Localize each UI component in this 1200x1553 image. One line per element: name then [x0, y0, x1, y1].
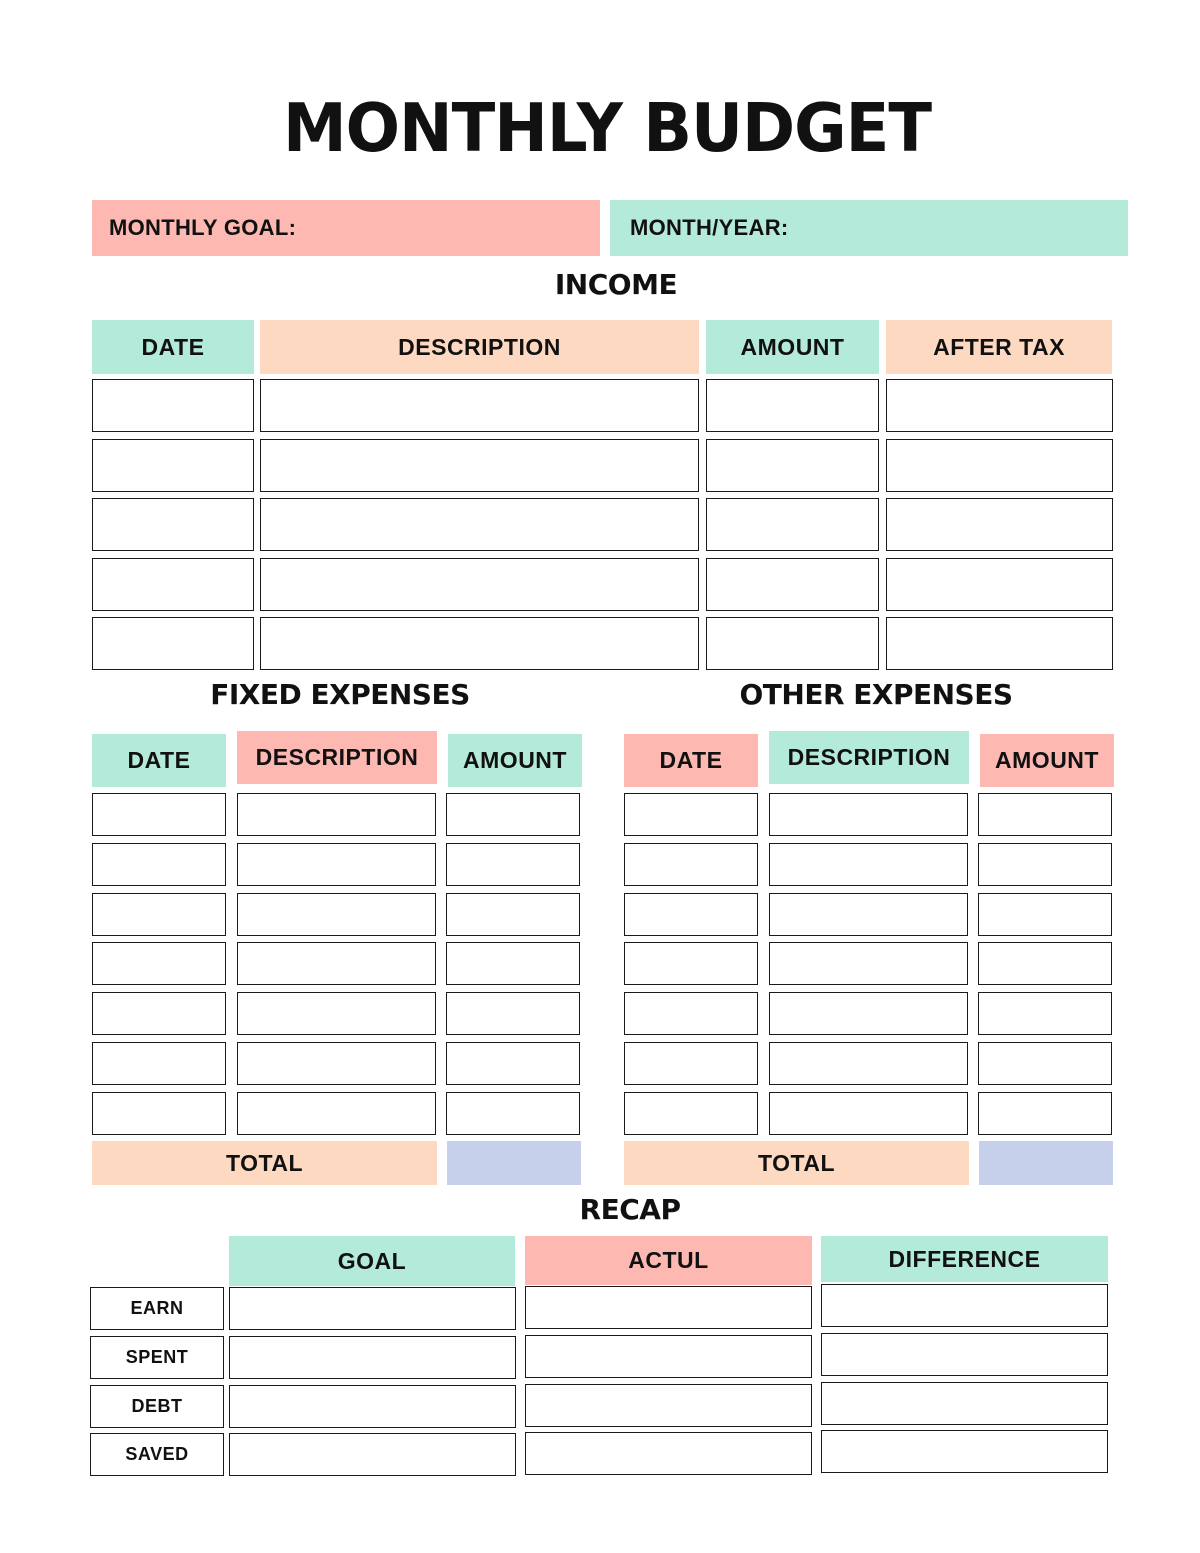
other-cell-date[interactable]	[624, 992, 758, 1035]
fixed-cell-amount[interactable]	[446, 893, 580, 936]
other-cell-date[interactable]	[624, 893, 758, 936]
other-cell-amount[interactable]	[978, 1042, 1112, 1085]
fixed-cell-description[interactable]	[237, 992, 436, 1035]
fixed-cell-description[interactable]	[237, 942, 436, 985]
recap-header-goal: GOAL	[229, 1236, 515, 1286]
recap-row-label: SPENT	[90, 1336, 224, 1379]
income-cell-description[interactable]	[260, 617, 699, 670]
fixed-header-amount: AMOUNT	[448, 734, 582, 787]
month-year-field[interactable]	[610, 200, 1128, 256]
recap-cell-difference[interactable]	[821, 1382, 1108, 1425]
income-cell-description[interactable]	[260, 379, 699, 432]
fixed-cell-description[interactable]	[237, 793, 436, 836]
other-cell-date[interactable]	[624, 793, 758, 836]
fixed-cell-date[interactable]	[92, 1092, 226, 1135]
recap-cell-goal[interactable]	[229, 1336, 516, 1379]
fixed-cell-description[interactable]	[237, 1042, 436, 1085]
recap-cell-actual[interactable]	[525, 1432, 812, 1475]
income-cell-after-tax[interactable]	[886, 617, 1113, 670]
income-cell-after-tax[interactable]	[886, 439, 1113, 492]
fixed-cell-description[interactable]	[237, 1092, 436, 1135]
income-cell-date[interactable]	[92, 439, 254, 492]
fixed-cell-date[interactable]	[92, 942, 226, 985]
other-cell-description[interactable]	[769, 942, 968, 985]
recap-cell-goal[interactable]	[229, 1287, 516, 1330]
fixed-cell-amount[interactable]	[446, 1092, 580, 1135]
fixed-header-description: DESCRIPTION	[237, 731, 437, 784]
monthly-goal-label: MONTHLY GOAL:	[109, 215, 297, 240]
income-header-date: DATE	[92, 320, 254, 374]
recap-cell-goal[interactable]	[229, 1433, 516, 1476]
other-cell-amount[interactable]	[978, 893, 1112, 936]
income-cell-description[interactable]	[260, 439, 699, 492]
other-header-date: DATE	[624, 734, 758, 787]
income-cell-amount[interactable]	[706, 617, 879, 670]
recap-cell-difference[interactable]	[821, 1333, 1108, 1376]
other-cell-amount[interactable]	[978, 843, 1112, 886]
fixed-cell-amount[interactable]	[446, 843, 580, 886]
income-cell-date[interactable]	[92, 558, 254, 611]
income-header-description: DESCRIPTION	[260, 320, 699, 374]
fixed-total-label: TOTAL	[92, 1141, 437, 1185]
recap-cell-difference[interactable]	[821, 1430, 1108, 1473]
income-cell-after-tax[interactable]	[886, 498, 1113, 551]
income-cell-amount[interactable]	[706, 379, 879, 432]
other-cell-date[interactable]	[624, 843, 758, 886]
recap-cell-goal[interactable]	[229, 1385, 516, 1428]
other-header-amount: AMOUNT	[980, 734, 1114, 787]
other-cell-date[interactable]	[624, 942, 758, 985]
recap-header-actual: ACTUL	[525, 1236, 812, 1285]
other-cell-amount[interactable]	[978, 942, 1112, 985]
fixed-cell-date[interactable]	[92, 1042, 226, 1085]
income-title: INCOME	[554, 268, 678, 301]
other-header-description: DESCRIPTION	[769, 731, 969, 784]
fixed-cell-date[interactable]	[92, 793, 226, 836]
income-cell-amount[interactable]	[706, 558, 879, 611]
other-cell-date[interactable]	[624, 1042, 758, 1085]
fixed-cell-description[interactable]	[237, 893, 436, 936]
fixed-cell-description[interactable]	[237, 843, 436, 886]
income-cell-amount[interactable]	[706, 439, 879, 492]
recap-title: RECAP	[579, 1193, 681, 1226]
fixed-cell-amount[interactable]	[446, 992, 580, 1035]
recap-header-difference: DIFFERENCE	[821, 1236, 1108, 1282]
other-total-label: TOTAL	[624, 1141, 969, 1185]
income-header-amount: AMOUNT	[706, 320, 879, 374]
recap-cell-actual[interactable]	[525, 1335, 812, 1378]
income-cell-after-tax[interactable]	[886, 558, 1113, 611]
recap-cell-difference[interactable]	[821, 1284, 1108, 1327]
income-cell-description[interactable]	[260, 558, 699, 611]
other-cell-date[interactable]	[624, 1092, 758, 1135]
other-cell-description[interactable]	[769, 992, 968, 1035]
fixed-cell-amount[interactable]	[446, 1042, 580, 1085]
recap-cell-actual[interactable]	[525, 1286, 812, 1329]
fixed-cell-date[interactable]	[92, 843, 226, 886]
income-cell-date[interactable]	[92, 498, 254, 551]
fixed-expenses-title: FIXED EXPENSES	[210, 678, 470, 711]
month-year-label: MONTH/YEAR:	[630, 215, 789, 240]
fixed-total-value[interactable]	[447, 1141, 581, 1185]
other-cell-description[interactable]	[769, 793, 968, 836]
fixed-header-date: DATE	[92, 734, 226, 787]
other-cell-description[interactable]	[769, 1042, 968, 1085]
income-cell-description[interactable]	[260, 498, 699, 551]
other-cell-amount[interactable]	[978, 793, 1112, 836]
income-cell-date[interactable]	[92, 379, 254, 432]
recap-cell-actual[interactable]	[525, 1384, 812, 1427]
other-expenses-title: OTHER EXPENSES	[739, 678, 1013, 711]
income-cell-amount[interactable]	[706, 498, 879, 551]
recap-row-label: EARN	[90, 1287, 224, 1330]
other-cell-amount[interactable]	[978, 1092, 1112, 1135]
page-title: MONTHLY BUDGET	[282, 90, 932, 168]
recap-row-label: DEBT	[90, 1385, 224, 1428]
fixed-cell-amount[interactable]	[446, 942, 580, 985]
other-cell-description[interactable]	[769, 1092, 968, 1135]
fixed-cell-date[interactable]	[92, 992, 226, 1035]
income-header-after-tax: AFTER TAX	[886, 320, 1112, 374]
other-cell-amount[interactable]	[978, 992, 1112, 1035]
monthly-goal-field[interactable]	[92, 200, 600, 256]
fixed-cell-amount[interactable]	[446, 793, 580, 836]
income-cell-after-tax[interactable]	[886, 379, 1113, 432]
other-cell-description[interactable]	[769, 843, 968, 886]
fixed-cell-date[interactable]	[92, 893, 226, 936]
recap-row-label: SAVED	[90, 1433, 224, 1476]
other-cell-description[interactable]	[769, 893, 968, 936]
other-total-value[interactable]	[979, 1141, 1113, 1185]
income-cell-date[interactable]	[92, 617, 254, 670]
